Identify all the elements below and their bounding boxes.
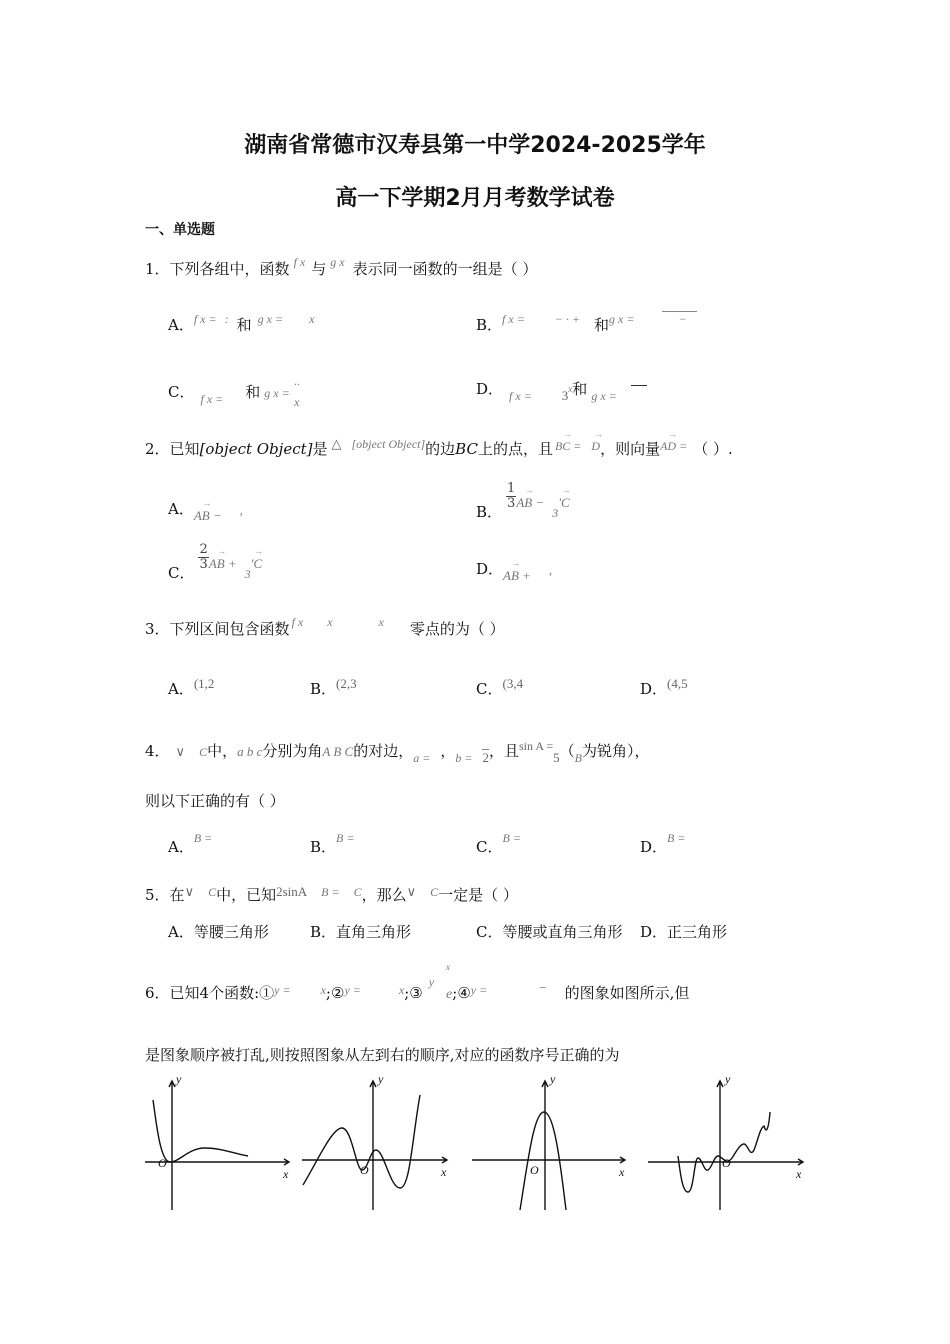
q1b-g: g x = xyxy=(609,312,635,326)
q6-e: e xyxy=(446,987,453,1002)
q1d-g: g x = xyxy=(591,389,617,403)
q1a-he: 和 xyxy=(236,316,252,334)
graph-2 xyxy=(302,1081,447,1210)
q3b-value: (2,3 xyxy=(336,676,357,691)
q2b-expr: → AB − xyxy=(516,495,544,511)
q5b-label: B． xyxy=(310,923,337,941)
q2-option-b[interactable] xyxy=(476,481,570,521)
graph-4-x-label: x xyxy=(796,1167,802,1181)
q2c-expr: → AB + xyxy=(209,556,237,572)
q1-option-d[interactable] xyxy=(476,378,647,403)
question-3 xyxy=(145,615,505,639)
q4-fen: 分别为角 xyxy=(262,742,323,760)
q1-f: f x xyxy=(293,255,306,269)
q2c-num: 2 xyxy=(199,542,208,557)
q1c-dots: ·· xyxy=(293,377,300,391)
q5-option-a[interactable] xyxy=(168,921,269,942)
q6-graphs xyxy=(0,1070,950,1220)
question-5 xyxy=(145,884,518,905)
q4-two: 2 xyxy=(482,750,489,765)
q2-c: [object Object] xyxy=(351,437,426,451)
q5-c3: C xyxy=(430,885,439,899)
q1d-sup: x xyxy=(568,384,573,394)
q4-sina: sin A = xyxy=(518,739,554,753)
q5-pre: 在 xyxy=(169,886,185,904)
q2-vec-bc: → BC = xyxy=(555,439,581,454)
q4c-value: B = xyxy=(502,831,521,845)
q1c-he: 和 xyxy=(245,383,261,401)
q3-number: 3． xyxy=(145,620,170,638)
q1b-rhs: − xyxy=(662,311,696,326)
q6-line-2: 是图象顺序被打乱,则按照图象从左到右的顺序,对应的函数序号正确的为 xyxy=(145,1046,620,1064)
q1c-g: g x = xyxy=(264,386,290,400)
graph-3-curve xyxy=(520,1112,566,1210)
q5c-value: 等腰或直角三角形 xyxy=(502,923,623,941)
q5-option-b[interactable] xyxy=(310,921,411,942)
q6-y3: y xyxy=(428,975,435,989)
q1-number: 1． xyxy=(145,260,170,278)
q1b-ops: − · + xyxy=(554,312,580,326)
q6-post: 的图象如图所示,但 xyxy=(564,984,690,1002)
q5c-label: C． xyxy=(476,923,503,941)
q4-abc: a b c xyxy=(237,744,263,759)
q4-abc-angles: A B C xyxy=(322,744,354,759)
q6-x1: x xyxy=(320,983,326,997)
q6-x2: x xyxy=(398,983,405,997)
q3-post: 零点的为（ ） xyxy=(409,620,505,638)
q5-option-c[interactable] xyxy=(476,921,623,942)
q1b-label: B． xyxy=(476,316,503,334)
q6-x3: x xyxy=(446,962,451,972)
q3-option-a[interactable] xyxy=(168,678,214,699)
q3-option-d[interactable] xyxy=(640,678,688,699)
graph-3-y-label: y xyxy=(550,1072,556,1086)
q1-option-c[interactable] xyxy=(168,378,300,408)
q4-option-a[interactable] xyxy=(168,831,213,857)
q3b-label: B． xyxy=(310,680,337,698)
q2d-label: D． xyxy=(476,560,504,578)
q2-option-d[interactable] xyxy=(476,558,552,583)
q5a-label: A． xyxy=(168,923,194,941)
q6-s3: ;③ xyxy=(404,984,423,1002)
q2-vec-d: → D xyxy=(591,439,600,454)
q4-c: C xyxy=(199,745,208,759)
q4a-value: B = xyxy=(193,831,213,845)
q4c-label: C． xyxy=(476,838,503,856)
graph-1 xyxy=(145,1081,289,1210)
q2-bc: BC xyxy=(455,440,478,458)
q4-number: 4． xyxy=(145,742,170,760)
q1c-x: x xyxy=(294,395,300,409)
q2b-three: 3 xyxy=(552,505,559,520)
q3-option-c[interactable] xyxy=(476,678,523,699)
q3d-label: D． xyxy=(640,680,668,698)
q5-b: B = xyxy=(321,885,340,899)
q5-triangle: ∨ xyxy=(184,884,195,899)
q2b-c: → 'C xyxy=(558,495,569,511)
q3d-value: (4,5 xyxy=(667,676,688,691)
q2a-tail: , xyxy=(239,503,243,517)
q2-d: [object Object] xyxy=(199,440,313,458)
q5d-label: D． xyxy=(640,923,668,941)
q2-vec-ad: → AD = xyxy=(660,439,687,454)
q6-s2: ;② xyxy=(325,984,345,1002)
graph-4-origin: O xyxy=(722,1156,731,1170)
title-line-2: 高一下学期2月月考数学试卷 xyxy=(335,186,615,211)
q6-y2: y = xyxy=(344,983,361,997)
question-1 xyxy=(145,255,538,279)
q2-triangle: △ xyxy=(331,436,342,451)
q5-c2: C xyxy=(353,885,362,899)
graph-4-curve xyxy=(678,1112,770,1192)
q1-pre: 下列各组中，函数 xyxy=(169,260,290,278)
q5d-value: 正三角形 xyxy=(667,923,728,941)
q2d-expr: → AB + xyxy=(503,568,531,584)
q3a-label: A． xyxy=(168,680,194,698)
q2-paren: （ ）. xyxy=(693,440,733,458)
graph-1-curve xyxy=(153,1100,248,1162)
q1b-he: 和 xyxy=(594,316,610,334)
q4-dui: 的对边， xyxy=(353,742,414,760)
q2b-label: B． xyxy=(476,502,503,521)
q1a-x: x xyxy=(309,312,315,326)
q2-then: ，则向量 xyxy=(600,440,661,458)
q6-dash: − xyxy=(539,980,547,995)
q4-five: 5 xyxy=(553,750,560,765)
q2-on: 上的点，且 xyxy=(477,440,553,458)
q4-qie: ，且 xyxy=(488,742,519,760)
q2c-three: 3 xyxy=(244,566,251,581)
q3-x2: x xyxy=(378,615,384,629)
q1a-colon: : xyxy=(224,312,229,326)
graph-2-x-label: x xyxy=(441,1165,447,1179)
question-2 xyxy=(145,438,733,459)
q2d-tail: , xyxy=(548,563,552,577)
graph-2-y-label: y xyxy=(378,1072,384,1086)
q2b-num: 1 xyxy=(507,481,516,496)
q1c-f: f x = xyxy=(200,392,224,406)
q4b-label: B． xyxy=(310,838,337,856)
q4a-label: A． xyxy=(168,838,194,856)
q4d-label: D． xyxy=(640,838,668,856)
q5-triangle-2: ∨ xyxy=(406,884,417,899)
q2-option-a[interactable] xyxy=(168,498,243,523)
q2c-label: C． xyxy=(168,563,195,582)
q6-s4: ;④ xyxy=(452,984,471,1002)
q2-option-c[interactable] xyxy=(168,542,263,582)
q1d-label: D． xyxy=(476,380,504,398)
q1d-fraction-bar xyxy=(631,385,647,386)
graph-4-y-label: y xyxy=(725,1072,731,1086)
q2-number: 2． xyxy=(145,440,170,458)
q4-option-d[interactable] xyxy=(640,831,686,857)
q5-post: 一定是（ ） xyxy=(438,886,518,904)
q1-post: 表示同一函数的一组是（ ） xyxy=(352,260,538,278)
q2a-label: A． xyxy=(168,500,194,518)
q4d-value: B = xyxy=(667,831,686,845)
q2c-den: 3 xyxy=(199,557,208,572)
question-6 xyxy=(145,962,690,1003)
graph-1-origin: O xyxy=(158,1156,167,1170)
question-4: 4． ∨ C中，a b c分别为角A B C的对边，$_{a =}$ ，$_{b =}$ 2，且$^{sin A =}5(_B$为锐角）， xyxy=(145,739,650,765)
q4-option-b[interactable] xyxy=(310,831,355,857)
q5-option-d[interactable] xyxy=(640,921,727,942)
q6-y1: y = xyxy=(274,983,291,997)
q1c-label: C． xyxy=(168,383,195,401)
q5b-value: 直角三角形 xyxy=(336,923,412,941)
q1d-f: f x = xyxy=(509,389,532,403)
q4-line-2: 则以下正确的有（ ） xyxy=(145,792,285,810)
q5-known: 中，已知 xyxy=(216,886,277,904)
graph-3-x-label: x xyxy=(619,1165,625,1179)
q4-triangle: ∨ xyxy=(175,744,186,759)
q4b-value: B = xyxy=(336,831,355,845)
q3-option-b[interactable] xyxy=(310,678,357,699)
graph-4 xyxy=(648,1081,803,1210)
graph-1-y-label: y xyxy=(176,1072,182,1086)
q4-zhong: 中， xyxy=(207,742,238,760)
graph-1-x-label: x xyxy=(283,1167,289,1181)
q1-option-b[interactable] xyxy=(476,314,697,335)
q1-mid: 与 xyxy=(311,260,327,278)
q4-rui: 为锐角）， xyxy=(581,742,650,760)
q2c-c: → 'C xyxy=(251,556,262,572)
q4-a: a = xyxy=(413,751,431,765)
title-line-1: 湖南省常德市汉寿县第一中学2024-2025学年 xyxy=(244,133,706,158)
q3c-label: C． xyxy=(476,680,503,698)
q3-f: f x xyxy=(291,615,304,629)
q5-c: C xyxy=(208,885,217,899)
q1a-label: A． xyxy=(168,316,194,334)
q1b-f: f x = xyxy=(502,312,525,326)
q4-option-c[interactable] xyxy=(476,831,521,857)
q5a-value: 等腰三角形 xyxy=(193,923,269,941)
q6-pre: 已知4个函数:① xyxy=(169,984,275,1002)
q1-g: g x xyxy=(330,255,345,269)
graph-3-origin: O xyxy=(530,1163,539,1177)
q1a-g: g x = xyxy=(257,312,284,326)
q4-b-angle: B xyxy=(574,751,582,765)
q5-expr: 2sinA xyxy=(276,884,308,899)
q4-comma: ， xyxy=(440,742,456,760)
graph-3 xyxy=(472,1081,625,1210)
q1a-f: f x = xyxy=(193,312,217,326)
q3c-value: (3,4 xyxy=(502,676,524,691)
q2-pre: 已知 xyxy=(169,440,200,458)
q6-number: 6． xyxy=(145,984,170,1002)
q5-number: 5． xyxy=(145,886,170,904)
q5-then: ，那么 xyxy=(361,886,407,904)
q3a-value: (1,2 xyxy=(193,676,215,691)
q6-y4: y = xyxy=(470,983,488,997)
q2-is: 是 xyxy=(312,440,328,458)
section-heading: 一、单选题 xyxy=(145,222,215,238)
q1-option-a[interactable] xyxy=(168,314,314,335)
q1d-three: 3 xyxy=(561,388,569,403)
q3-x1: x xyxy=(327,615,333,629)
q2-edge: 的边 xyxy=(425,440,456,458)
graph-2-origin: O xyxy=(360,1163,369,1177)
q4-b: b = xyxy=(455,751,473,765)
q3-pre: 下列区间包含函数 xyxy=(169,620,290,638)
q2b-den: 3 xyxy=(507,496,516,511)
q2a-expr: → AB − xyxy=(194,508,222,524)
q1d-he: 和 xyxy=(572,380,588,398)
